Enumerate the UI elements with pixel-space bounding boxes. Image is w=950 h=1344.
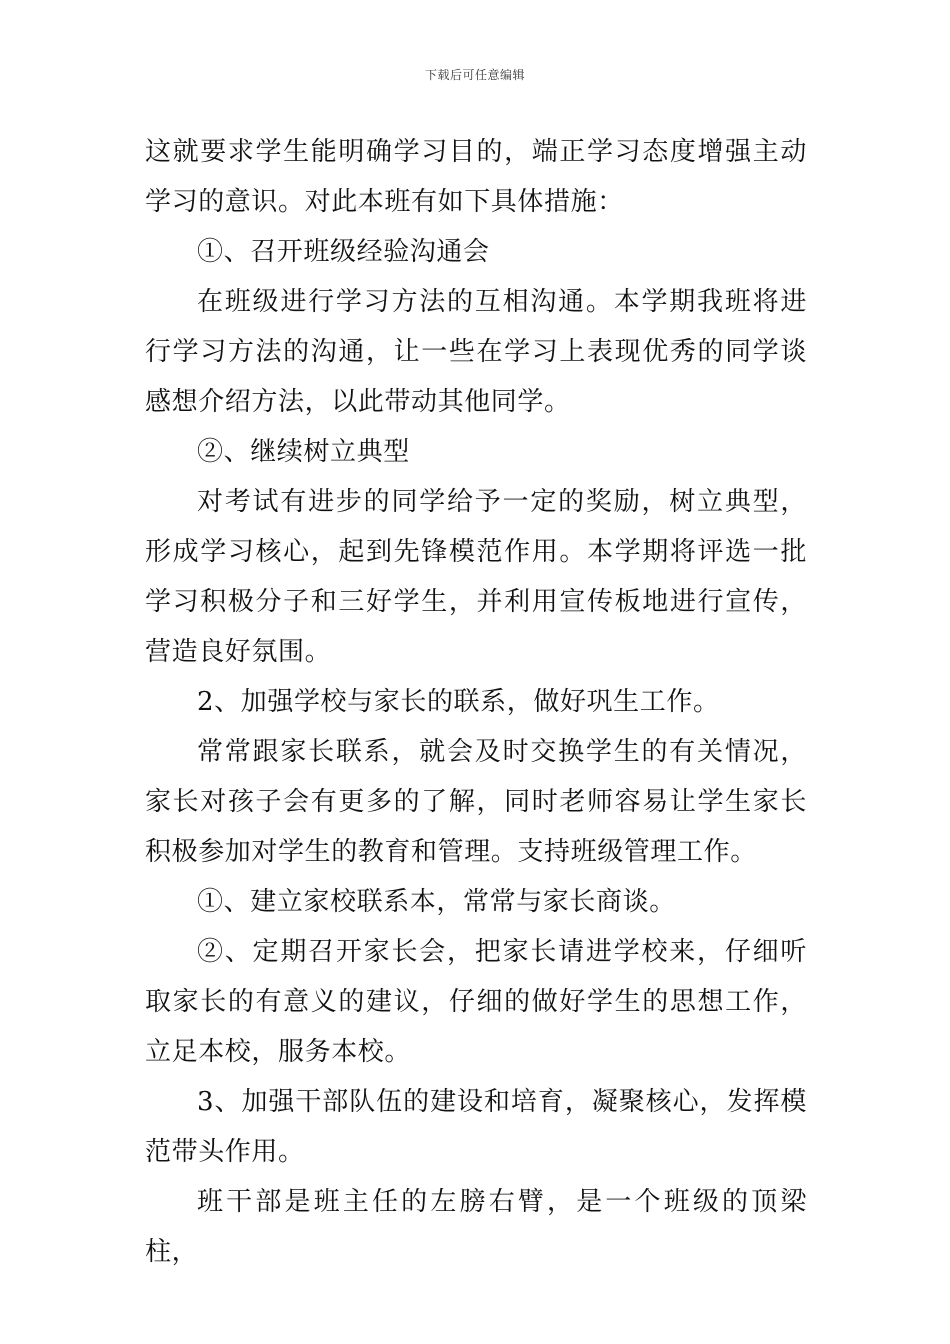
paragraph-9: ②、定期召开家长会，把家长请进学校来，仔细听取家长的有意义的建议，仔细的做好学生的思想工作，立足本校，服务本校。 [145, 937, 807, 1067]
page-header: 下载后可任意编辑 [424, 68, 525, 82]
paragraph-11: 班干部是班主任的左膀右臂，是一个班级的顶梁柱， [145, 1187, 807, 1267]
paragraph-4: ②、继续树立典型 [197, 437, 410, 467]
paragraph-2: ①、召开班级经验沟通会 [197, 237, 490, 267]
paragraph-10: 3、加强干部队伍的建设和培育，凝聚核心，发挥模范带头作用。 [145, 1087, 807, 1167]
paragraph-8: ①、建立家校联系本，常常与家长商谈。 [197, 887, 676, 917]
paragraph-1: 这就要求学生能明确学习目的，端正学习态度增强主动学习的意识。对此本班有如下具体措施： [145, 137, 807, 217]
paragraph-6: 2、加强学校与家长的联系，做好巩生工作。 [197, 687, 720, 717]
document-body [145, 127, 807, 1277]
paragraph-3: 在班级进行学习方法的互相沟通。本学期我班将进行学习方法的沟通，让一些在学习上表现优秀的同学谈感想介绍方法，以此带动其他同学。 [145, 287, 807, 417]
paragraph-5: 对考试有进步的同学给予一定的奖励，树立典型，形成学习核心，起到先锋模范作用。本学期将评选一批学习积极分子和三好学生，并利用宣传板地进行宣传，营造良好氛围。 [145, 487, 807, 667]
paragraph-7: 常常跟家长联系，就会及时交换学生的有关情况，家长对孩子会有更多的了解，同时老师容易让学生家长积极参加对学生的教育和管理。支持班级管理工作。 [145, 737, 807, 867]
